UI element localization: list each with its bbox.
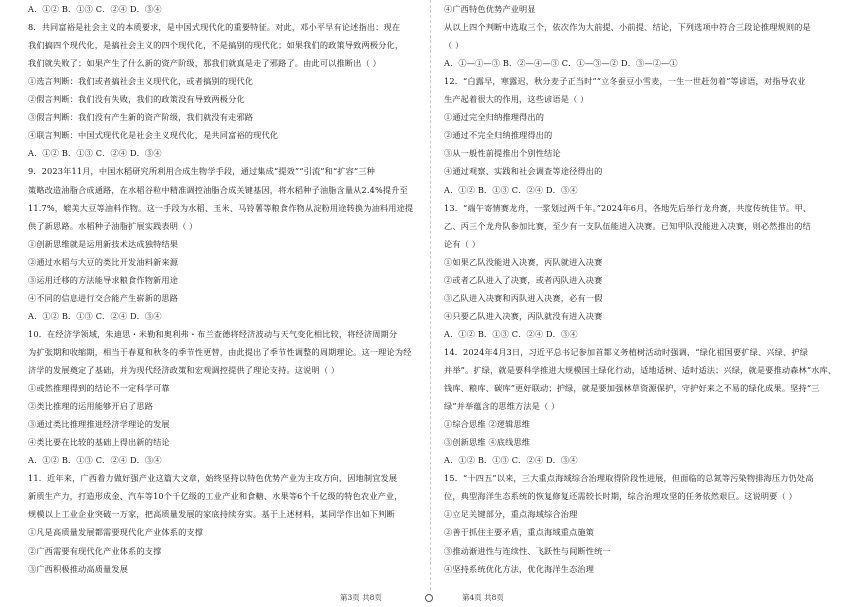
binding-hole-icon xyxy=(425,594,433,602)
text-line: 规模以上工业企业突破一万家，把高质量发展的家底持续夯实。基于上述材料，某同学作出如下判断 xyxy=(28,509,395,520)
text-line: ②假言判断：我们没有失败，我们的政策没有导致两极分化 xyxy=(28,94,245,105)
text-line: A．①② B．①③ C．②④ D．③④ xyxy=(444,455,578,466)
page-divider xyxy=(430,0,431,590)
text-line: （ ） xyxy=(444,40,464,51)
text-line: 12．“白露早，寒露迟，秋分麦子正当时”“立冬蚕豆小雪麦，一生一世赶勿着”等谚语，对指导农业 xyxy=(444,76,806,87)
text-line: ③广西积极推动高质量发展 xyxy=(28,563,129,574)
text-line: ②善于抓住主要矛盾，重点海域重点施策 xyxy=(444,527,595,538)
text-line: ③运用迁移的方法能导求粮食作物新用途 xyxy=(28,274,179,285)
right-page-footer: 第4页 共8页 xyxy=(462,593,504,602)
text-line: ①立足关键部分，重点海域综合治理 xyxy=(444,509,578,520)
text-line: 10．在经济学领域，朱迪思・米勒和奥利弗・布兰查德将经济波动与天气变化相比较，将经济周期分 xyxy=(28,328,398,339)
text-line: 11．近年来，广西着力做好强产业这篇大文章，始终坚持以特色优势产业为主攻方向，因地制宜发展 xyxy=(28,473,398,484)
text-line: ①通过完全归纳推理得出的 xyxy=(444,112,545,123)
text-line: ①凡是高质量发展都需要现代化产业体系的支撑 xyxy=(28,527,204,538)
text-line: 钱库、粮库、碳库”更好联动；护绿，就是要加强林草资源保护，守护好来之不易的绿化成果。坚持“三 xyxy=(444,383,820,394)
text-line: 13．“端午寄情赛龙舟，一浆划过两千年。”2024年6月，各地先后举行龙舟赛，共度传统佳节。甲、 xyxy=(444,202,812,213)
text-line: 论有（ ） xyxy=(444,238,481,249)
text-line: ④坚持系统优化方法，优化海洋生态治理 xyxy=(444,563,595,574)
text-line: ③创新思维 ④底线思维 xyxy=(444,437,531,448)
text-line: ③通过类比推理推进经济学理论的发展 xyxy=(28,419,170,430)
text-line: ④广西特色优势产业明显 xyxy=(444,4,536,14)
text-line: ②广西需要有现代化产业体系的支撑 xyxy=(28,545,162,556)
text-line: 15．“十四五”以来，三大重点海域综合治理取得阶段性进展，但面临的总氮等污染物排海压力仍处高 xyxy=(444,473,814,484)
text-line: ③假言判断：我们没有产生新的资产阶级，我们就没有走邪路 xyxy=(28,112,254,123)
text-line: ④联言判断：中国式现代化是社会主义现代化，是共同富裕的现代化 xyxy=(28,130,279,141)
text-line: 供了新思路。水稻种子油脂扩展实践表明（ ） xyxy=(28,220,198,231)
text-line: 14．2024年4月3日，习近平总书记参加首都义务植树活动时强调，“绿化祖国要扩绿、兴绿、护绿 xyxy=(444,346,809,357)
text-line: ②通过不完全归纳推理得出的 xyxy=(444,130,553,141)
text-line: ①综合思维 ②逻辑思维 xyxy=(444,419,531,430)
text-line: ④只要乙队进入决赛，丙队就没有进入决赛 xyxy=(444,310,603,321)
text-line: ③乙队进入决赛和丙队进入决赛，必有一假 xyxy=(444,292,603,303)
text-line: A．①—①—③ B．②—④—③ C．①—③—② D．③—②—① xyxy=(444,58,678,69)
text-line: 从以上四个判断中选取三个，依次作为大前提、小前提、结论，下列选项中符合三段论推理规则的是 xyxy=(444,22,811,33)
text-line: ②通过水稻与大豆的类比开发油料新来源 xyxy=(28,256,179,267)
text-line: ③从一般性前提推出个别性结论 xyxy=(444,148,561,159)
text-line: 8．共同富裕是社会主义的本质要求，是中国式现代化的重要特征。对此，邓小平早有论述指出：现在 xyxy=(28,22,401,33)
text-line: 位，典型海洋生态系统的恢复修复还需较长时期，综合治理攻坚的任务依然艰巨。这说明要（ ） xyxy=(444,491,797,502)
text-line: 我们就失败了；如果产生了什么新的资产阶级，那我们就真是走了邪路了。由此可以推断出（ ） xyxy=(28,58,381,69)
text-line: ①创新思维就是运用新技术达成独特结果 xyxy=(28,238,179,249)
text-line: ②类比推理的运用能够开启了思路 xyxy=(28,401,154,412)
text-line: 并举”。扩绿，就是要科学推进大规模国土绿化行动，适地适树、适时适法；兴绿，就是要推动森林“水库、 xyxy=(444,365,837,375)
text-line: A．①② B．①③ C．②④ D．③④ xyxy=(444,184,578,195)
text-line: 新质生产力，打造形成金、汽车等10个千亿级的工业产业和食糖、水果等6个千亿级的特色农业产业， xyxy=(28,491,403,502)
text-line: ③推动渐进性与连续性、飞跃性与间断性统一 xyxy=(444,545,611,556)
text-line: A．①② B．①③ C．②④ D．③④ xyxy=(28,4,162,14)
text-line: 我们搞四个现代化，是搞社会主义的四个现代化，不是搞别的现代化；如果我们的政策导致两极分化， xyxy=(28,40,404,51)
text-line: 为扩张期和收缩期，相当于春夏和秋冬的季节性更替，由此提出了季节性调整的周期理论。这一理论为经 xyxy=(28,346,412,357)
left-page-footer: 第3页 共8页 xyxy=(340,593,382,602)
text-line: 济学的发展奠定了基础，并为现代经济政策和宏观调控提供了理论支持。这说明（ ） xyxy=(28,365,340,375)
text-line: A．①② B．①③ C．②④ D．③④ xyxy=(28,310,162,321)
text-line: ①或然推理得到的结论不一定科学可靠 xyxy=(28,383,170,394)
text-line: ④不同的信息进行交合能产生崭新的思路 xyxy=(28,292,179,303)
text-line: A．①② B．①③ C．②④ D．③④ xyxy=(28,148,162,159)
text-line: A．①② B．①③ C．②④ D．③④ xyxy=(28,455,162,466)
text-line: ②或者乙队进入了决赛，或者丙队进入决赛 xyxy=(444,274,603,285)
text-line: ①如果乙队没能进入决赛，丙队就进入决赛 xyxy=(444,256,603,267)
text-line: ①选言判断：我们或者搞社会主义现代化，或者搞别的现代化 xyxy=(28,76,254,87)
text-line: 11.7%，媲美大豆等油料作物。这一手段为水稻、玉米、马铃薯等粮食作物从淀粉用途转换为油料用途提 xyxy=(28,202,414,213)
text-line: 乙、丙三个龙舟队参加比赛，至少有一支队伍能进入决赛。已知甲队没能进入决赛，则必然推出的结 xyxy=(444,220,811,231)
text-line: 策略改造油脂合成通路，在水稻谷粒中精准调控油脂合成关键基因，将水稻种子油脂含量从2.4%提升至 xyxy=(28,184,408,195)
text-line: 9．2023年11月，中国水稻研究所利用合成生物学手段，通过集成“提效”“引流”和“扩容”三种 xyxy=(28,166,376,177)
text-line: 生产起着很大的作用，这些谚语是（ ） xyxy=(444,94,589,105)
text-line: ④类比要在比较的基础上得出新的结论 xyxy=(28,437,170,448)
text-line: A．①② B．①③ C．②④ D．③④ xyxy=(444,328,578,339)
text-line: 绿”并举蕴含的思维方法是（ ） xyxy=(444,401,560,412)
text-line: ④通过观察、实践和社会调查等途径得出的 xyxy=(444,166,603,177)
